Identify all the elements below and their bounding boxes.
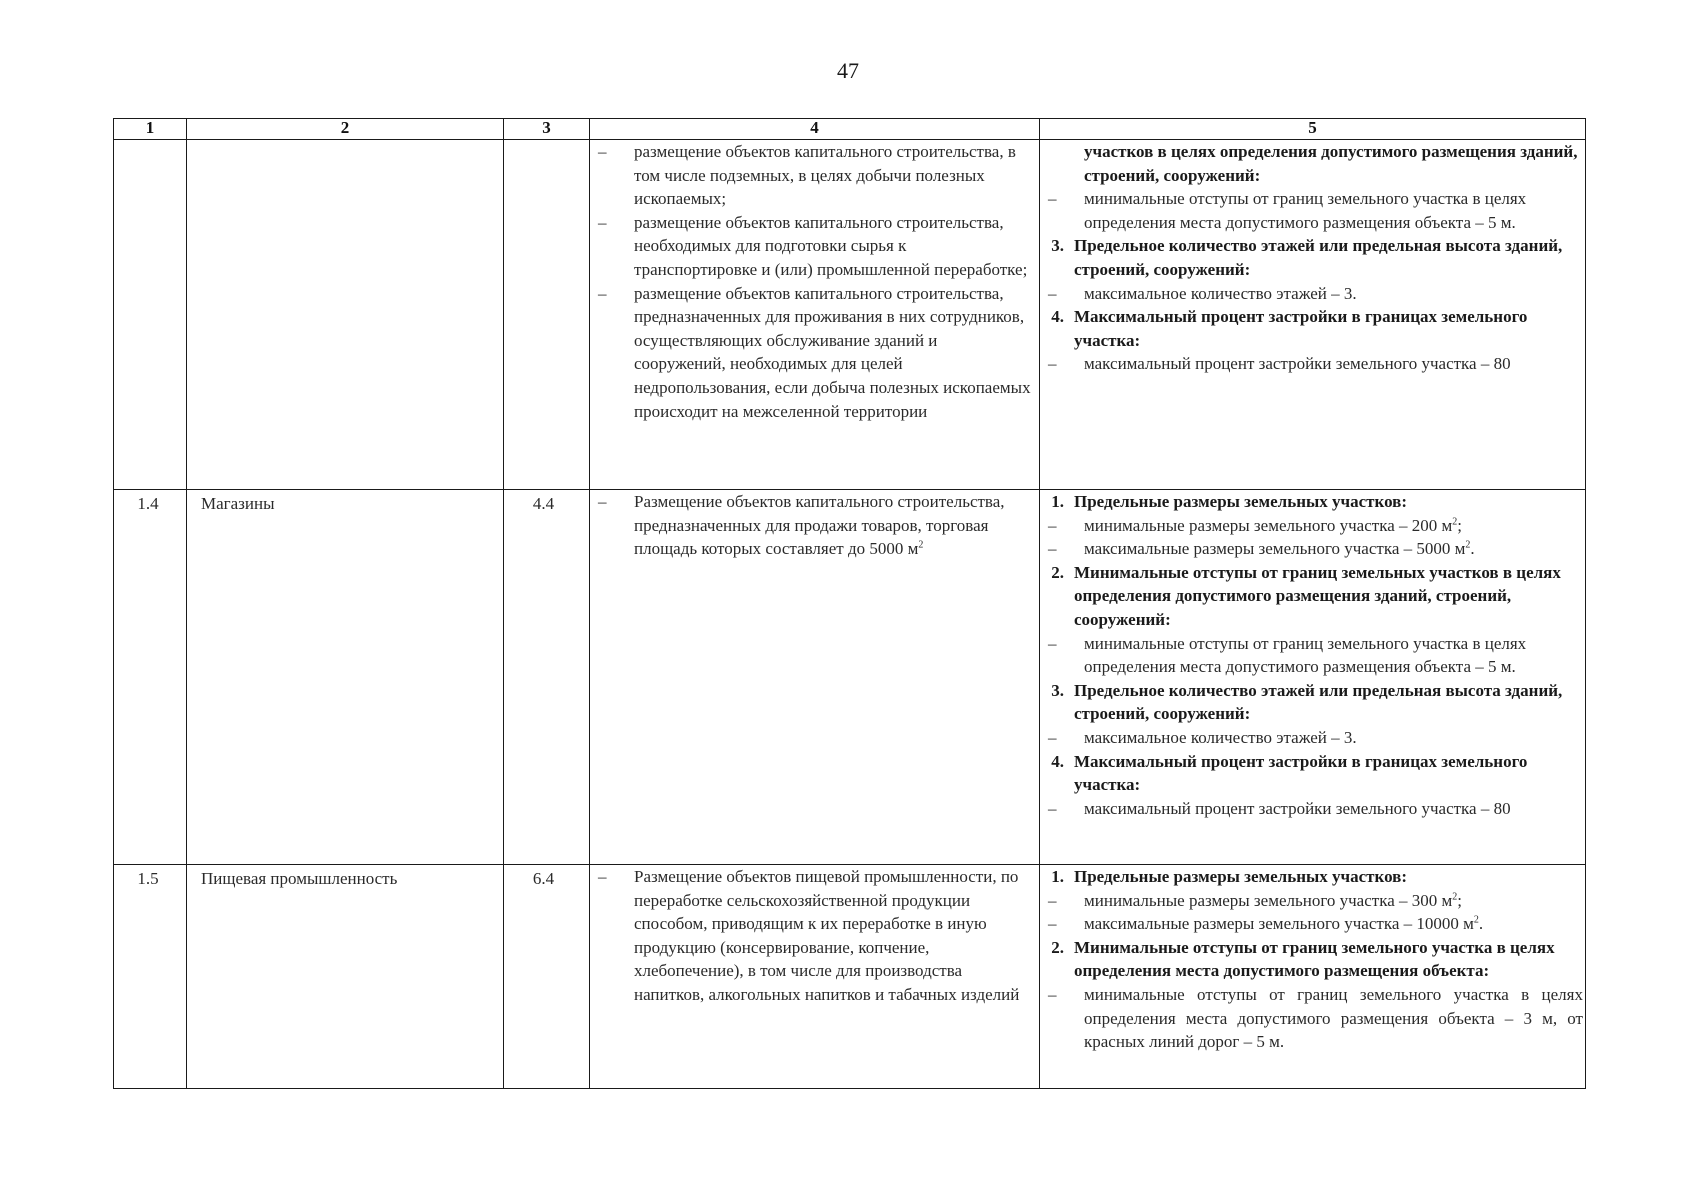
dash-marker: – (1048, 633, 1057, 653)
param-value (1084, 889, 1583, 913)
description-item: размещение объектов капитального строительства, в том числе подземных, в целях добычи полезных ископаемых; (634, 142, 1016, 209)
list-item (1044, 889, 1583, 913)
dash-marker: – (1048, 283, 1057, 303)
dash-marker: – (1048, 914, 1057, 934)
cell-code: 4.4 (504, 490, 590, 865)
dash-marker: – (1048, 798, 1057, 818)
dash-marker: – (1048, 539, 1057, 559)
dash-marker: – (1048, 189, 1057, 209)
dash-marker: – (598, 142, 607, 161)
numbered-heading (1044, 750, 1583, 797)
heading-text: Максимальный процент застройки в границах земельного участка: (1074, 307, 1528, 350)
description-text: Размещение объектов капитального строительства, предназначенных для продажи товаров, торговая площадь которых составляет до 5000 м (634, 492, 1005, 559)
dash-marker: – (598, 212, 607, 232)
heading-text: Предельные размеры земельных участков: (1074, 867, 1408, 886)
cell-num: 1.4 (114, 490, 187, 865)
numbered-heading (1044, 679, 1583, 726)
param-value (1084, 514, 1583, 538)
list-item (1044, 537, 1583, 561)
param-value: минимальные отступы от границ земельного участка в целях определения места допустимого размещения объекта – 3 м, от красных линий дорог – 5 м. (1084, 984, 1583, 1052)
header-col-5: 5 (1040, 119, 1586, 140)
heading-number: 4. (1051, 307, 1064, 327)
numbered-heading (1044, 561, 1583, 632)
superscript: 2 (918, 539, 924, 551)
param-value: минимальные отступы от границ земельного участка в целях определения места допустимого размещения объекта – 5 м. (1084, 633, 1527, 677)
heading-number: 3. (1051, 680, 1064, 700)
header-col-4: 4 (590, 119, 1040, 140)
heading-text: Предельное количество этажей или предельная высота зданий, строений, сооружений: (1074, 236, 1563, 279)
superscript: 2 (1452, 515, 1458, 527)
heading-number: 4. (1051, 751, 1064, 771)
cell-name (187, 140, 504, 490)
numbered-heading (1044, 936, 1583, 983)
punctuation: ; (1457, 515, 1462, 535)
dash-marker: – (1048, 354, 1057, 374)
list-item (1044, 352, 1583, 376)
list-item (1044, 797, 1583, 821)
heading-number: 1. (1051, 867, 1064, 886)
param-value: минимальные отступы от границ земельного участка в целях определения места допустимого размещения объекта – 5 м. (1084, 189, 1527, 232)
min-size-text: минимальные размеры земельного участка – 300 м (1084, 890, 1453, 910)
dash-marker: – (598, 867, 607, 886)
list-item (1044, 187, 1583, 234)
dash-marker: – (1048, 727, 1057, 747)
dash-marker: – (598, 283, 607, 303)
heading-text: Максимальный процент застройки в границах земельного участка: (1074, 751, 1528, 795)
punctuation: ; (1457, 890, 1462, 910)
list-item (1044, 632, 1583, 679)
superscript: 2 (1465, 539, 1471, 551)
cell-name: Пищевая промышленность (187, 865, 504, 1089)
list-item (594, 865, 1031, 1007)
list-item (1044, 983, 1583, 1054)
param-value (1084, 912, 1583, 936)
param-heading-continued: участков в целях определения допустимого размещения зданий, строений, сооружений: (1084, 142, 1578, 185)
max-size-text: максимальные размеры земельного участка – 5000 м (1084, 539, 1466, 559)
list-item (1044, 912, 1583, 936)
numbered-heading (1044, 305, 1583, 352)
punctuation: . (1478, 914, 1484, 934)
list-item (1044, 726, 1583, 750)
max-size-text: максимальные размеры земельного участка – 10000 м (1084, 914, 1474, 934)
cell-description (590, 490, 1040, 865)
cell-parameters (1040, 490, 1586, 865)
description-item: размещение объектов капитального строительства, предназначенных для проживания в них сотрудников, осуществляющих обслуживание зданий и сооружений, необходимых для целей недропользования, если добыча полезных ископаемых происходит на межселенной территории (634, 283, 1031, 421)
superscript: 2 (1452, 890, 1458, 902)
cell-name: Магазины (187, 490, 504, 865)
regulations-table (113, 118, 1586, 1089)
cell-num: 1.5 (114, 865, 187, 1089)
list-item (1044, 514, 1583, 538)
list-item (594, 211, 1031, 282)
heading-number: 2. (1051, 562, 1064, 582)
cell-code (504, 140, 590, 490)
page-number: 47 (837, 58, 859, 83)
punctuation: . (1470, 539, 1475, 559)
min-size-text: минимальные размеры земельного участка – 200 м (1084, 515, 1453, 535)
dash-marker: – (1048, 515, 1057, 535)
param-value (1084, 537, 1583, 561)
numbered-heading (1044, 234, 1583, 281)
superscript: 2 (1473, 914, 1479, 926)
heading-number: 1. (1051, 492, 1064, 511)
param-value: максимальный процент застройки земельного участка – 80 (1084, 354, 1511, 374)
list-item (1044, 282, 1583, 306)
table-row-1-4 (114, 490, 1586, 865)
table-header-row (114, 119, 1586, 140)
cell-num (114, 140, 187, 490)
header-col-1: 1 (114, 119, 187, 140)
heading-text: Предельное количество этажей или предельная высота зданий, строений, сооружений: (1074, 680, 1563, 724)
cell-parameters (1040, 865, 1586, 1089)
heading-number: 2. (1051, 937, 1064, 957)
dash-marker: – (1048, 984, 1057, 1004)
dash-marker: – (598, 492, 607, 511)
heading-text: Минимальные отступы от границ земельных участков в целях определения допустимого размещения зданий, строений, сооружений: (1074, 562, 1561, 629)
heading-text: Минимальные отступы от границ земельного участка в целях определения места допустимого размещения объекта: (1074, 937, 1555, 981)
param-value: максимальный процент застройки земельного участка – 80 (1084, 798, 1511, 818)
dash-marker: – (1048, 890, 1057, 910)
numbered-heading (1044, 865, 1583, 889)
cell-description (590, 140, 1040, 490)
param-value: максимальное количество этажей – 3. (1084, 727, 1357, 747)
description-item: Размещение объектов пищевой промышленности, по переработке сельскохозяйственной продукции способом, приводящим к их переработке в иную продукцию (консервирование, копчение, хлебопечение), в том числе для производства напитков, алкогольных напитков и табачных изделий (634, 867, 1020, 1004)
table-row-1-5 (114, 865, 1586, 1089)
numbered-heading (1044, 490, 1583, 514)
param-value: максимальное количество этажей – 3. (1084, 283, 1357, 303)
list-item (594, 282, 1031, 424)
header-col-3: 3 (504, 119, 590, 140)
header-col-2: 2 (187, 119, 504, 140)
cell-parameters (1040, 140, 1586, 490)
list-item (594, 490, 1031, 561)
description-item: размещение объектов капитального строительства, необходимых для подготовки сырья к транспортировке и (или) промышленной переработке; (634, 212, 1028, 279)
cell-code: 6.4 (504, 865, 590, 1089)
heading-text: Предельные размеры земельных участков: (1074, 492, 1408, 511)
cell-description (590, 865, 1040, 1089)
table-row-continuation (114, 140, 1586, 490)
description-item (634, 490, 1031, 561)
list-item (594, 140, 1031, 211)
heading-number: 3. (1051, 236, 1064, 256)
